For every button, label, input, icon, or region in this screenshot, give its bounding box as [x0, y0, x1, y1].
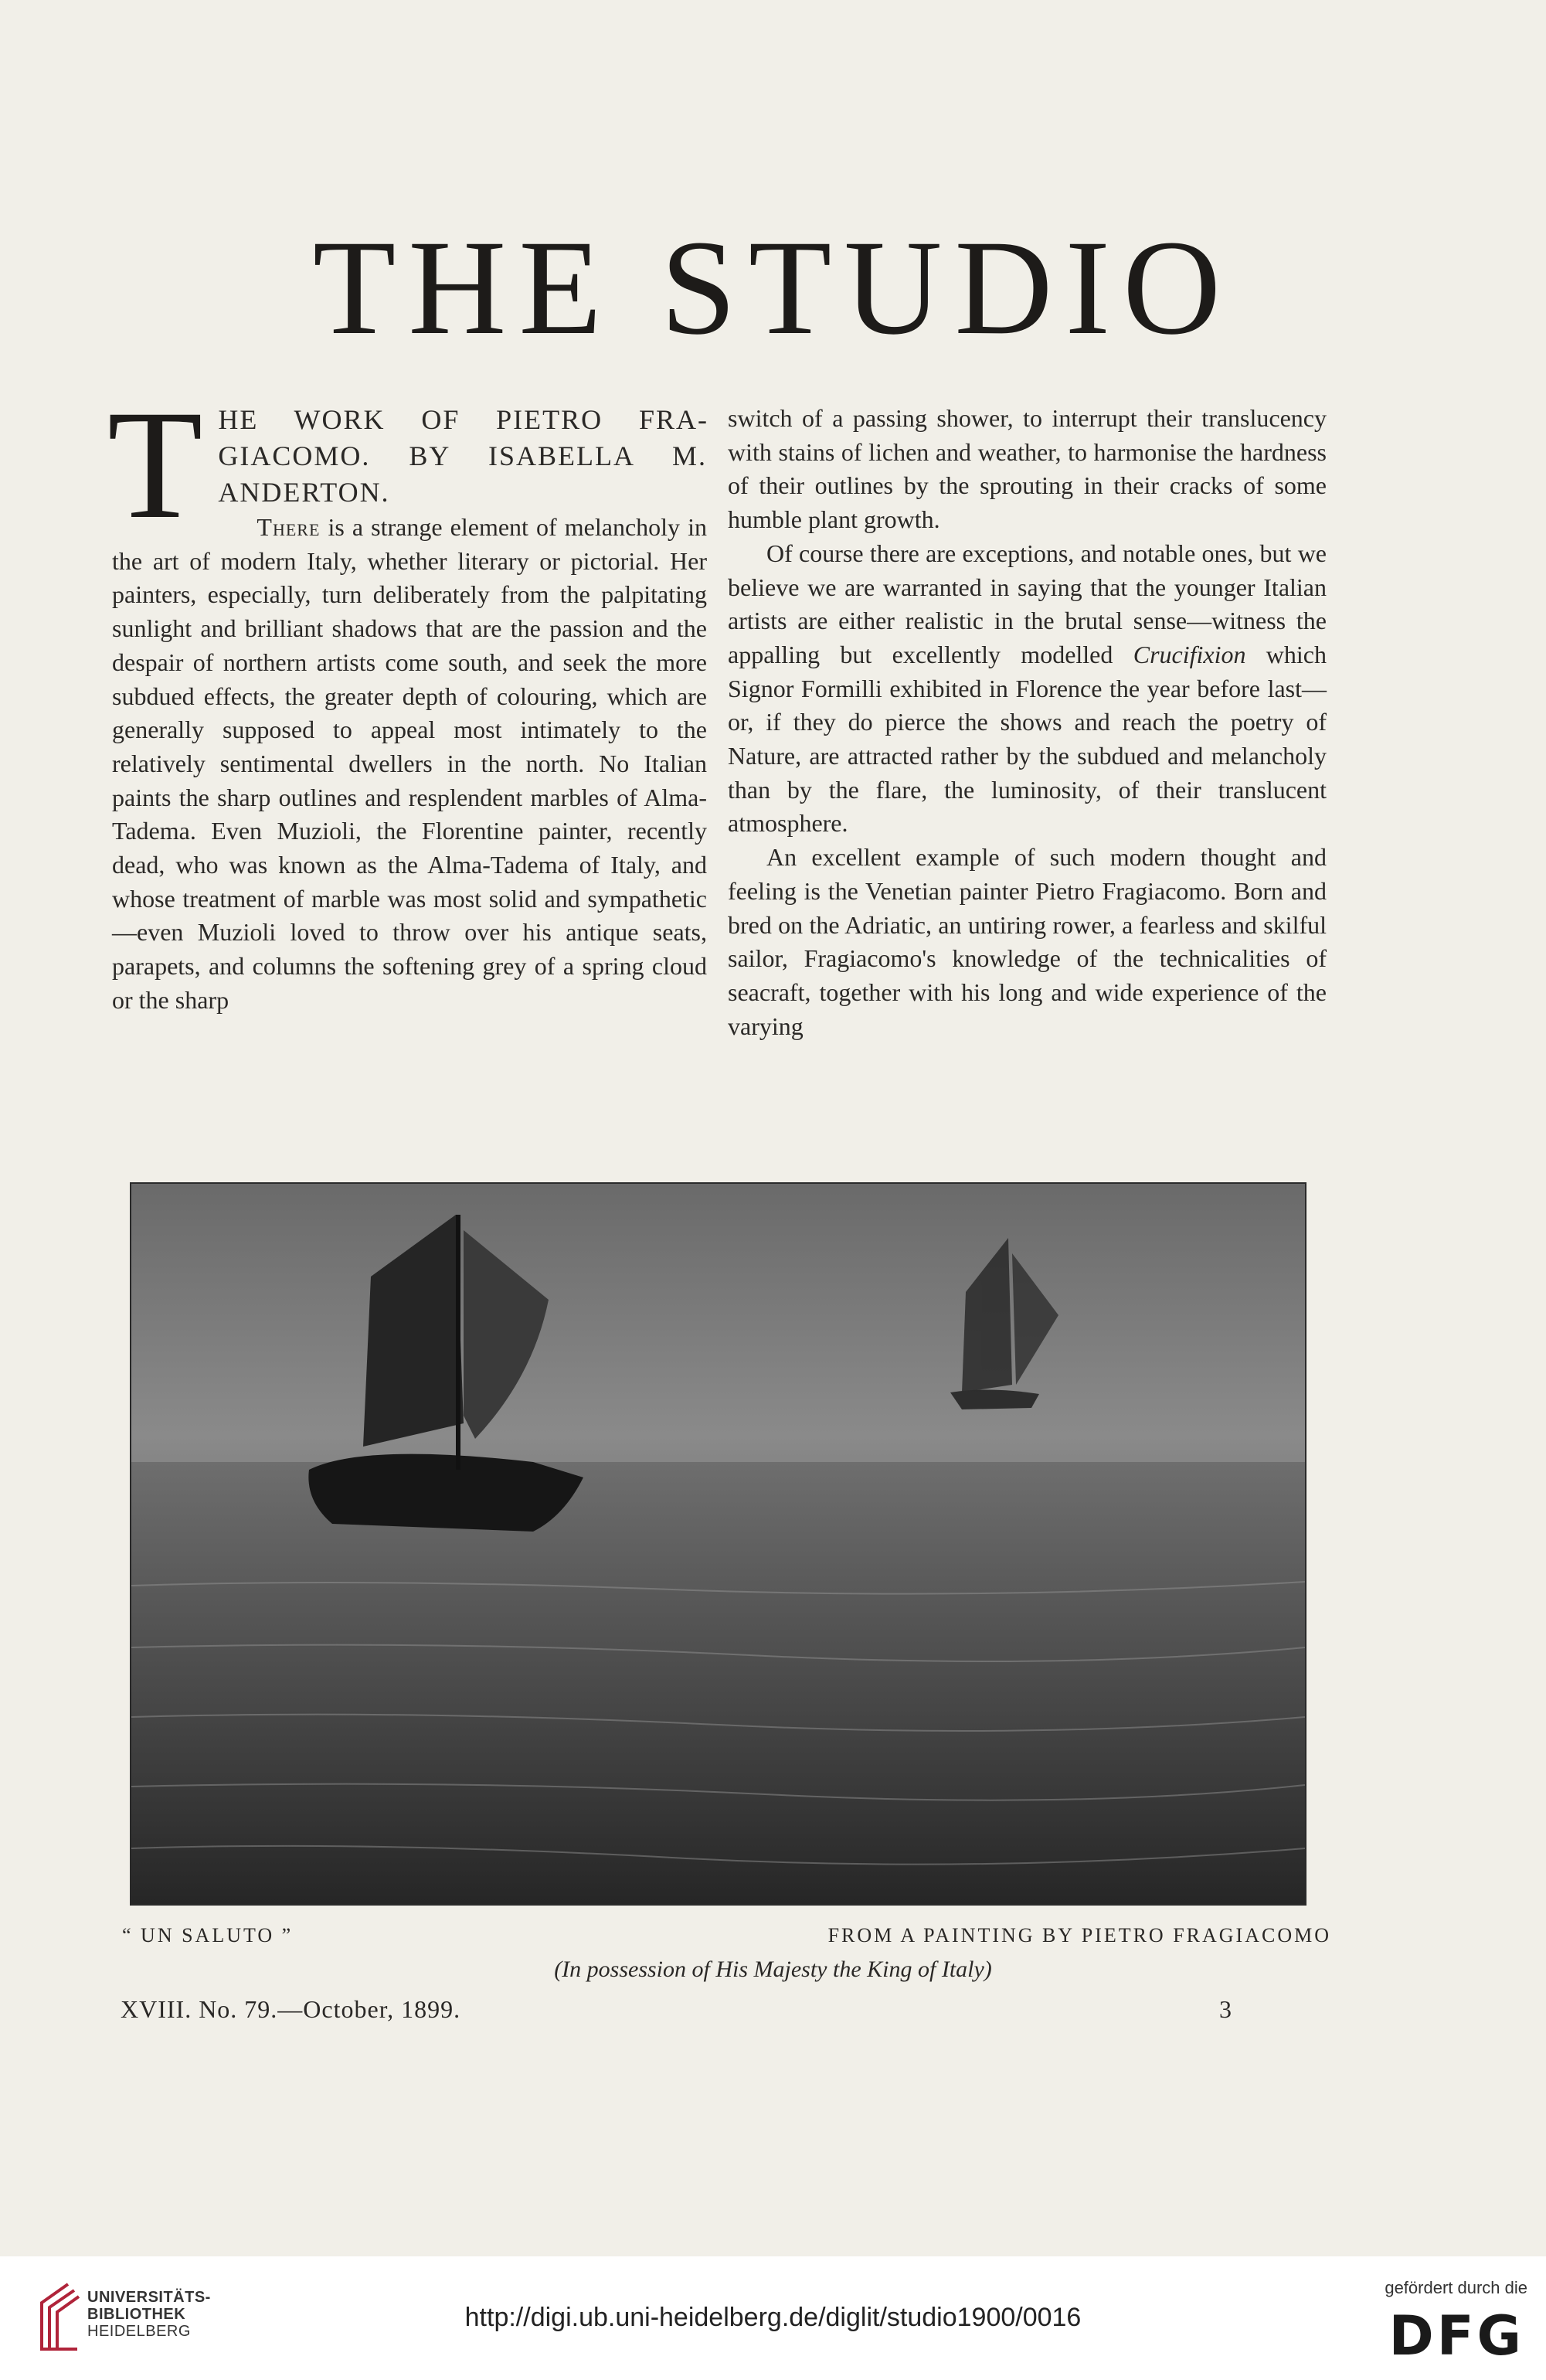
article-paragraph-continued: switch of a passing shower, to interrupt their translucency with stains of lichen and weather, to harmonise the hardness of their outlines by the sprouting in their cracks of some humble plant growth. — [728, 404, 1327, 534]
article-paragraph-1 — [112, 511, 707, 1018]
figure-caption-source: FROM A PAINTING BY PIETRO FRAGIACOMO — [827, 1924, 1331, 1946]
sponsor-label: gefördert durch die — [1385, 2278, 1527, 2297]
library-line-3: HEIDELBERG — [87, 2323, 191, 2340]
article-column-left — [107, 378, 707, 1018]
library-line-2: BIBLIOTHEK — [87, 2306, 186, 2323]
digitization-footer — [0, 2256, 1546, 2380]
painting-illustration — [130, 1182, 1306, 1906]
lead-words: There — [257, 513, 321, 541]
paragraph-2-start: Of course there are exceptions, and notable ones, but we believe we are warranted in saying that the younger Italian artists are either realistic in the brutal sense—witness the appalling but excellently modelled — [728, 539, 1327, 668]
page-number: 3 — [1219, 1995, 1232, 2023]
issue-line: XVIII. No. 79.—October, 1899. — [121, 1995, 461, 2023]
paragraph-2-end: which Signor Formilli exhibited in Florence the year before last—or, if they do pierce the shows and reach the poetry of Nature, are attracted rather by the subdued and melancholy than by the flare, the luminosity, of their translucent atmosphere. — [728, 640, 1327, 838]
figure-caption-note: (In possession of His Majesty the King of Italy) — [554, 1957, 992, 1982]
figure-caption-title: “ UN SALUTO ” — [122, 1924, 294, 1946]
sailing-boats-painting-icon — [131, 1184, 1305, 1904]
masthead-title: THE STUDIO — [312, 212, 1234, 363]
library-line-1: UNIVERSITÄTS- — [87, 2289, 211, 2306]
artwork-title-crucifixion: Crucifixion — [1133, 640, 1246, 668]
source-url-link[interactable]: http://digi.ub.uni-heidelberg.de/diglit/studio1900/0016 — [464, 2303, 1082, 2332]
dfg-logo: DFG — [1388, 2304, 1524, 2368]
article-paragraph-3: An excellent example of such modern thought and feeling is the Venetian painter Pietro Fragiacomo. Born and bred on the Adriatic, an untiring rower, a fearless and skilful sailor, Fragiacomo's knowledge of the technicalities of seacraft, together with his long and wide experience of the varying — [728, 843, 1327, 1040]
paragraph-1-body: is a strange element of melancholy in the art of modern Italy, whether literary or pictorial. Her painters, especially, turn deliberately from the palpitating sunlight and brilliant shadows that are the passion and the despair of northern artists come south, and seek the more subdued effects, the greater depth of colouring, which are generally supposed to appeal most intimately to the relatively sentimental dwellers in the north. No Italian paints the sharp outlines and resplendent marbles of Alma-Tadema. Even Muzioli, the Florentine painter, recently dead, who was known as the Alma-Tadema of Italy, and whose treatment of marble was most solid and sympathetic—even Muzioli loved to throw over his antique seats, parapets, and columns the softening grey of a spring cloud or the sharp — [112, 513, 707, 1014]
article-paragraph-2 — [728, 537, 1327, 841]
drop-cap: T — [107, 378, 205, 551]
article-column-right — [728, 402, 1327, 1043]
headline-text: HE WORK OF PIETRO FRAGIACOMO. BY ISABELLA M. ANDERTON. — [218, 404, 707, 508]
